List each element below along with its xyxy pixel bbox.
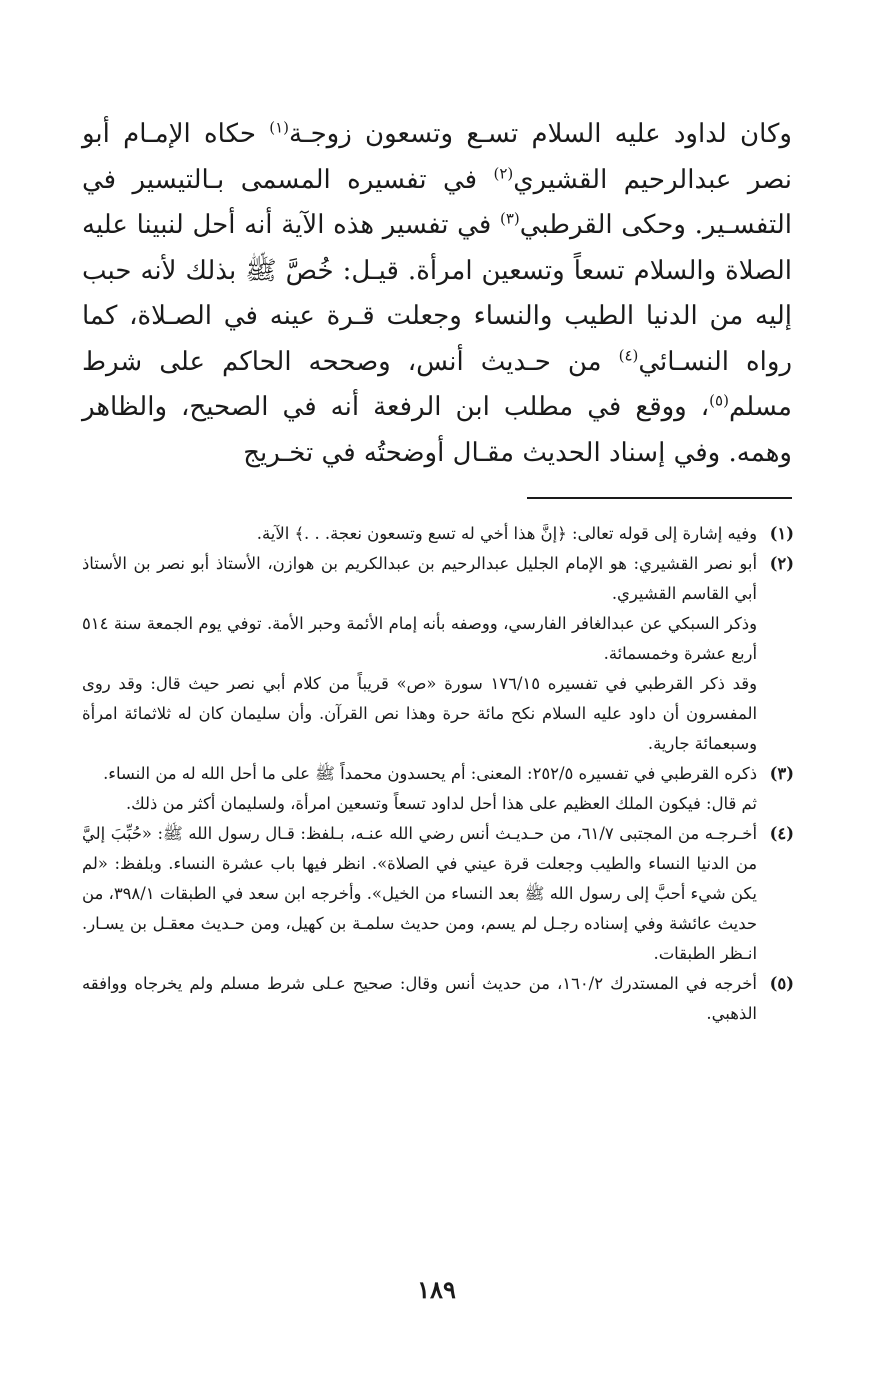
text-segment: في تفسيره المسمى بـالتيسير في التفسـير. وحكى القرطبي: [82, 164, 793, 240]
footnote-body: [82, 759, 757, 819]
footnote: [82, 519, 794, 549]
footnote-ref: (٥): [709, 391, 729, 410]
page-number: ١٨٩: [417, 1275, 456, 1304]
footnote-ref: (٤): [618, 345, 639, 364]
footnote: [82, 969, 794, 1029]
footnote-ref: (٣): [499, 209, 520, 228]
text-segment: وكان لداود عليه السلام تسـع وتسعون زوجـة: [289, 119, 792, 149]
footnote-ref: (١): [269, 118, 290, 137]
footnote-paragraph: وقد ذكر القرطبي في تفسيره ١٧٦/١٥ سورة «ص» قريباً من كلام أبي نصر حيث قال: وقد روى المفسرون أن داود عليه السلام نكح مائة حرة وهذا نص القرآن. وأن سليمان كان له ثلاثمائة امرأة وسبعمائة جارية.: [82, 674, 757, 753]
footnote-number: (٢): [769, 554, 794, 573]
footnote-number: (٥): [769, 974, 794, 993]
main-paragraph: [82, 112, 792, 476]
footnote-ref: (٢): [493, 163, 514, 182]
footnote-body: [82, 549, 757, 759]
footnotes: [82, 519, 794, 1029]
footnote: [82, 819, 794, 969]
footnote-paragraph: أخـرجـه من المجتبى ٦١/٧، من حـديـث أنس رضي الله عنـه، بـلفظ: قـال رسول الله ﷺ: «حُبِّبَ إليَّ من الدنيا النساء والطيب وجعلت قرة عيني في الصلاة». انظر فيها باب عشرة النساء. وبلفظ: «لم يكن شيء أحبَّ إلى رسول الله ﷺ بعد النساء من الخيل». وأخرجه ابن سعد في الطبقات ٣٩٨/١، من حديث عائشة وفي إسناده رجـل لم يسم، ومن حديث سلمـة بن كهيل، ومن حـديث معقـل بن يسـار. انـظر الطبقات.: [82, 824, 757, 963]
footnote-separator: [527, 497, 792, 499]
footnote-paragraph: وذكر السبكي عن عبدالغافر الفارسي، ووصفه بأنه إمام الأئمة وحبر الأمة. توفي يوم الجمعة سنة ٥١٤ أربع عشرة وخمسمائة.: [82, 614, 757, 663]
footnote-number: (١): [769, 524, 794, 543]
footnote: [82, 549, 794, 759]
footnote-paragraph: ذكره القرطبي في تفسيره ٢٥٢/٥: المعنى: أم يحسدون محمداً ﷺ على ما أحل الله له من النساء.: [103, 764, 757, 783]
footnote-number: (٤): [769, 824, 794, 843]
footnote-paragraph: وفيه إشارة إلى قوله تعالى: ﴿إنَّ هذا أخي له تسع وتسعون نعجة. . .﴾ الآية.: [256, 524, 757, 543]
main-text: [82, 112, 792, 476]
footnote-body: [82, 819, 757, 969]
footnote-number: (٣): [769, 764, 794, 783]
footnote: [82, 759, 794, 819]
text-segment: في تفسير هذه الآية أنه أحل لنبينا عليه الصلاة والسلام تسعاً وتسعين امرأة. قيـل: خُصَّ ﷺ بذلك لأنه حبب إليه من الدنيا الطيب والنساء وجعلت قـرة عينه في الصـلاة، كما رواه النسـائي: [82, 210, 792, 377]
footnote-body: [82, 519, 757, 549]
footnote-paragraph: أخرجه في المستدرك ١٦٠/٢، من حديث أنس وقال: صحيح عـلى شرط مسلم ولم يخرجاه ووافقه الذهبي.: [82, 974, 757, 1023]
text-segment: حكاه الإمـام أبو نصر عبدالرحيم القشيري: [82, 119, 792, 195]
footnote-body: [82, 969, 757, 1029]
text-segment: ، ووقع في مطلب ابن الرفعة أنه في الصحيح، والظاهر وهمه. وفي إسناد الحديث مقـال أوضحتُه في تخـريج: [82, 392, 792, 468]
text-segment: من حـديث أنس، وصححه الحاكم على شرط مسلم: [82, 346, 792, 422]
footnote-paragraph: أبو نصر القشيري: هو الإمام الجليل عبدالرحيم بن عبدالكريم بن هوازن، الأستاذ أبو نصر بن الأستاذ أبي القاسم القشيري.: [82, 554, 757, 603]
footnote-paragraph: ثم قال: فيكون الملك العظيم على هذا أحل لداود تسعاً وتسعين امرأة، ولسليمان أكثر من ذلك.: [125, 794, 757, 813]
